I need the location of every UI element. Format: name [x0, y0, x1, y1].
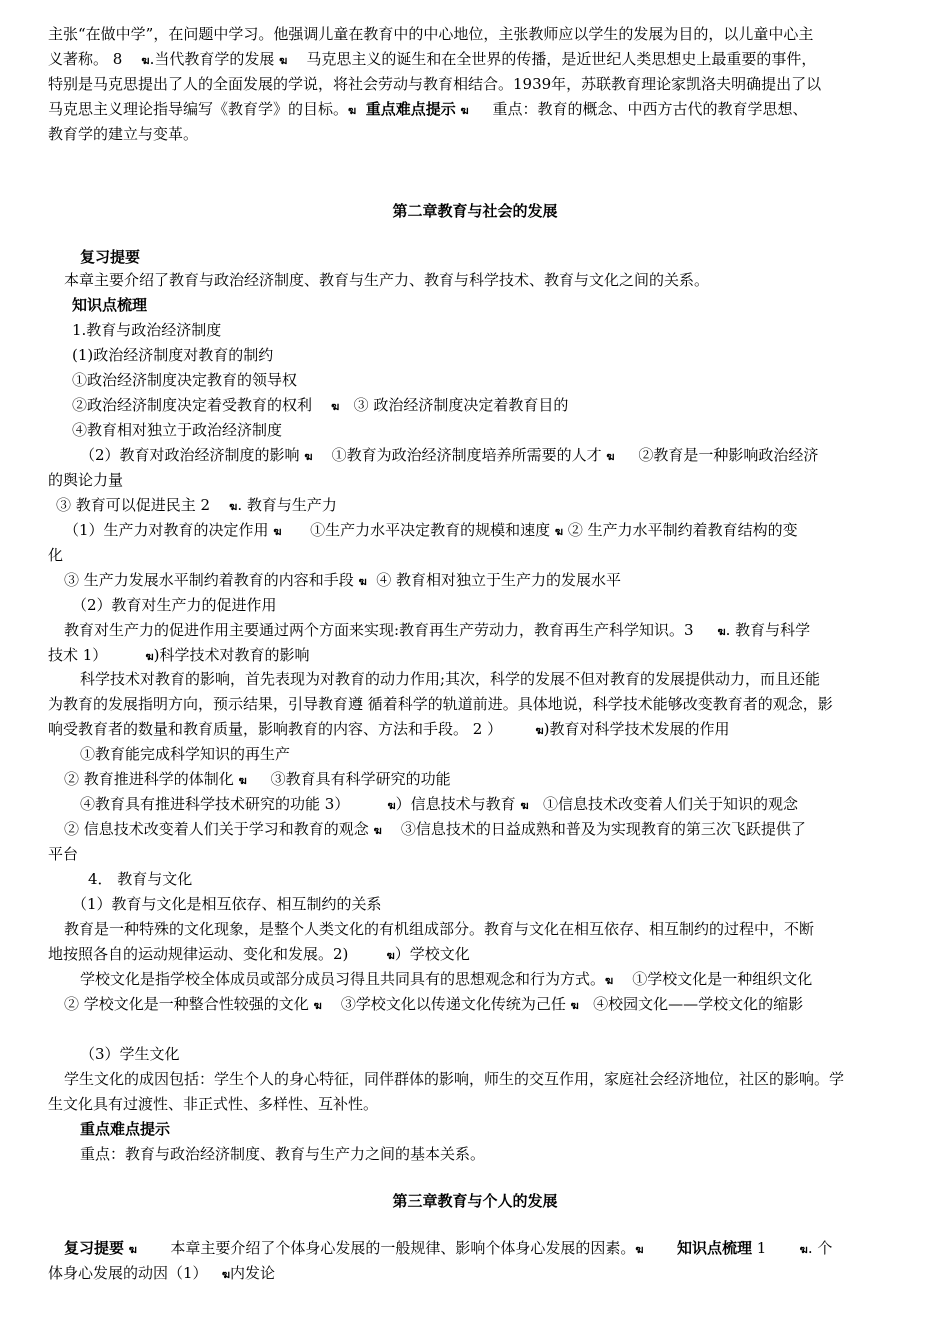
chapter-title: 第三章教育与个人的发展 — [392, 1192, 558, 1210]
glyph-icon: ฆ — [304, 450, 313, 463]
text-line: （1）教育与文化是相互依存、相互制约的关系 — [72, 895, 382, 913]
text-line: 化 — [48, 546, 64, 564]
glyph-icon: ฆ — [358, 575, 367, 588]
glyph-icon: ฆ — [331, 400, 340, 413]
glyph-icon: ฆ — [606, 450, 615, 463]
glyph-icon: ฆ — [373, 824, 382, 837]
text-line: ①政治经济制度决定教育的领导权 — [72, 371, 298, 389]
glyph-icon: ฆ — [221, 1268, 231, 1281]
text-line: (1)政治经济制度对教育的制约 — [72, 346, 274, 364]
glyph-icon: ฆ — [348, 104, 357, 117]
glyph-icon: ฆ — [605, 974, 614, 987]
text-line: 教育对生产力的促进作用主要通过两个方面来实现:教育再生产劳动力，教育再生产科学知识。3 ฆ. 教育与科学 — [64, 619, 810, 643]
glyph-icon: ฆ — [145, 650, 154, 663]
text-line: 平台 — [48, 845, 79, 863]
text-line: 本章主要介绍了教育与政治经济制度、教育与生产力、教育与科学技术、教育与文化之间的关系。 — [64, 271, 710, 289]
glyph-icon: ฆ — [313, 999, 322, 1012]
glyph-icon: ฆ — [570, 999, 579, 1012]
text-line: 为教育的发展指明方向，预示结果，引导教育遵 循着科学的轨道前进。具体地说，科学技术能够改变教育者的观念，影 — [48, 695, 833, 713]
glyph-icon: ฆ — [238, 774, 247, 787]
text-line: ② 教育推进科学的体制化 ฆ ③教育具有科学研究的功能 — [64, 768, 451, 792]
glyph-icon: ฆ — [229, 500, 238, 513]
glyph-icon: ฆ — [387, 799, 396, 812]
text-line: 义著称。 8 ฆ.当代教育学的发展 ฆ 马克思主义的诞生和在全世界的传播，是近世纪人类思想史上最重要的事件， — [48, 48, 816, 72]
text-line: ②政治经济制度决定着受教育的权利 ฆ ③ 政治经济制度决定着教育目的 — [72, 394, 568, 418]
text-line: 地按照各自的运动规律运动、变化和发展。2) ฆ）学校文化 — [48, 943, 470, 967]
text-line: 复习提要 ฆ 本章主要介绍了个体身心发展的一般规律、影响个体身心发展的因素。ฆ 知识点梳理 1 ฆ. 个 — [64, 1237, 832, 1261]
glyph-icon: ฆ — [535, 724, 544, 737]
text-line: （1）生产力对教育的决定作用 ฆ ①生产力水平决定教育的规模和速度 ฆ ② 生产力水平制约着教育结构的变 — [64, 519, 798, 543]
text-line: 响受教育者的数量和教育质量，影响教育的内容、方法和手段。 2 ） ฆ)教育对科学技术发展的作用 — [48, 718, 730, 742]
text-line: 教育学的建立与变革。 — [48, 125, 199, 143]
text-line: （2）教育对生产力的促进作用 — [72, 596, 277, 614]
text-line: 1.教育与政治经济制度 — [72, 321, 222, 339]
glyph-icon: ฆ — [717, 625, 726, 638]
section-heading: 知识点梳理 — [72, 296, 148, 314]
glyph-icon: ฆ — [141, 54, 150, 67]
text-line: ③ 教育可以促进民主 2 ฆ. 教育与生产力 — [56, 494, 337, 518]
text-line: 体身心发展的动因（1） ฆ内发论 — [48, 1262, 275, 1286]
glyph-icon: ฆ — [520, 799, 529, 812]
glyph-icon: ฆ — [386, 949, 395, 962]
text-line: 4． 教育与文化 — [88, 870, 193, 888]
text-line: （2）教育对政治经济制度的影响 ฆ ①教育为政治经济制度培养所需要的人才 ฆ ②教育是一种影响政治经济 — [80, 444, 818, 468]
glyph-icon: ฆ — [799, 1243, 808, 1256]
glyph-icon: ฆ — [279, 54, 288, 67]
glyph-icon: ฆ — [128, 1243, 137, 1256]
glyph-icon: ฆ — [273, 525, 282, 538]
text-line: 学生文化的成因包括：学生个人的身心特征，同伴群体的影响，师生的交互作用，家庭社会经济地位，社区的影响。学 — [64, 1070, 845, 1088]
text-line: ④教育相对独立于政治经济制度 — [72, 421, 283, 439]
text-line: ④教育具有推进科学技术研究的功能 3） ฆ）信息技术与教育 ฆ ①信息技术改变着人们关于知识的观念 — [80, 793, 798, 817]
section-heading: 复习提要 — [80, 248, 141, 266]
glyph-icon: ฆ — [635, 1243, 644, 1256]
text-line: 主张“在做中学”，在问题中学习。他强调儿童在教育中的中心地位，主张教师应以学生的发展为目的，以儿童中心主 — [48, 25, 814, 43]
section-heading: 重点难点提示 — [80, 1120, 171, 1138]
text-line: 生文化具有过渡性、非正式性、多样性、互补性。 — [48, 1095, 379, 1113]
text-line: 学校文化是指学校全体成员或部分成员习得且共同具有的思想观念和行为方式。ฆ ①学校文化是一种组织文化 — [80, 968, 812, 992]
glyph-icon: ฆ — [460, 104, 469, 117]
text-line: （3）学生文化 — [80, 1045, 180, 1063]
text-line: 技术 1） ฆ)科学技术对教育的影响 — [48, 644, 310, 668]
text-line: ③ 生产力发展水平制约着教育的内容和手段 ฆ ④ 教育相对独立于生产力的发展水平 — [64, 569, 621, 593]
text-line: 特别是马克思提出了人的全面发展的学说，将社会劳动与教育相结合。1939年，苏联教育理论家凯洛夫明确提出了以 — [48, 75, 822, 93]
text-line: ② 信息技术改变着人们关于学习和教育的观念 ฆ ③信息技术的日益成熟和普及为实现教育的第三次飞跃提供了 — [64, 818, 806, 842]
text-line: ② 学校文化是一种整合性较强的文化 ฆ ③学校文化以传递文化传统为己任 ฆ ④校园文化——学校文化的缩影 — [64, 993, 803, 1017]
text-line: 教育是一种特殊的文化现象，是整个人类文化的有机组成部分。教育与文化在相互依存、相互制约的过程中，不断 — [64, 920, 815, 938]
text-line: ①教育能完成科学知识的再生产 — [80, 745, 291, 763]
text-line: 重点：教育与政治经济制度、教育与生产力之间的基本关系。 — [80, 1145, 486, 1163]
chapter-title: 第二章教育与社会的发展 — [392, 202, 558, 220]
glyph-icon: ฆ — [554, 525, 564, 538]
text-line: 的舆论力量 — [48, 471, 124, 489]
text-line: 科学技术对教育的影响，首先表现为对教育的动力作用;其次，科学的发展不但对教育的发展提供动力，而且还能 — [80, 670, 821, 688]
text-line: 马克思主义理论指导编写《教育学》的目标。ฆ 重点难点提示 ฆ 重点：教育的概念、中西方古代的教育学思想、 — [48, 98, 808, 122]
